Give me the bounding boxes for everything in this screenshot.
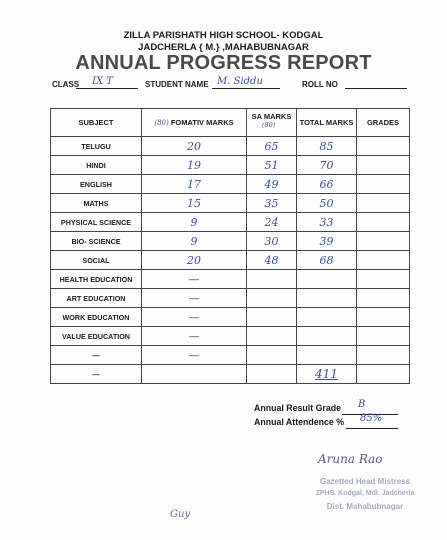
sa-cell	[247, 289, 297, 308]
headmistress-signature: Aruna Rao	[318, 452, 383, 466]
formative-cell: 19	[142, 156, 247, 175]
formative-cell: —	[142, 327, 247, 346]
stamp-line-school: ZPHS. Kodgal, Mdl. Jadcherla	[315, 490, 415, 497]
grade-cell	[357, 346, 410, 365]
sa-cell	[247, 346, 297, 365]
table-header-row	[51, 109, 410, 137]
subject-cell: PHYSICAL SCIENCE	[51, 213, 142, 232]
attendance-label: Annual Attendence %	[254, 417, 345, 427]
class-underline	[76, 88, 138, 89]
subject-cell: ENGLISH	[51, 175, 142, 194]
table-row	[51, 346, 410, 365]
sa-cell: 49	[247, 175, 297, 194]
formative-cell: 15	[142, 194, 247, 213]
formative-cell: 20	[142, 137, 247, 156]
roll-no-underline	[345, 88, 407, 89]
formative-header-label: FOMATIV MARKS	[170, 118, 234, 127]
formative-cell: 17	[142, 175, 247, 194]
formative-cell: —	[142, 289, 247, 308]
subject-cell: ART EDUCATION	[51, 289, 142, 308]
sa-cell: 30	[247, 232, 297, 251]
sa-cell	[247, 308, 297, 327]
sa-cell	[247, 365, 297, 384]
grade-cell	[357, 175, 410, 194]
grade-cell	[357, 365, 410, 384]
total-cell: 50	[297, 194, 357, 213]
class-label: CLASS	[52, 80, 80, 89]
sa-max-marks: (80)	[262, 121, 276, 129]
sa-cell: 35	[247, 194, 297, 213]
grand-total-cell: 411	[297, 365, 357, 384]
table-row	[51, 156, 410, 175]
school-address: JADCHERLA { M.} ,MAHABUBNAGAR	[138, 42, 309, 53]
school-name: ZILLA PARISHATH HIGH SCHOOL- KODGAL	[123, 30, 324, 41]
formative-cell: —	[142, 346, 247, 365]
formative-max-marks: (80)	[154, 119, 169, 127]
subject-cell: BIO- SCIENCE	[51, 232, 142, 251]
result-grade-label: Annual Result Grade	[254, 403, 342, 413]
total-cell: 33	[297, 213, 357, 232]
sa-cell: 48	[247, 251, 297, 270]
result-grade-value: B	[358, 399, 366, 410]
grade-cell	[357, 194, 410, 213]
total-cell: 68	[297, 251, 357, 270]
stamp-line-district: Dist. Mahabubnagar	[326, 502, 404, 511]
student-name-value: M. Siddu	[217, 76, 263, 87]
total-cell	[297, 346, 357, 365]
formative-cell: —	[142, 270, 247, 289]
sa-cell: 24	[247, 213, 297, 232]
grade-cell	[357, 213, 410, 232]
roll-no-label: ROLL NO	[302, 80, 338, 89]
formative-cell: 9	[142, 232, 247, 251]
grades-header: GRADES	[357, 109, 410, 137]
subject-cell: SOCIAL	[51, 251, 142, 270]
table-row	[51, 365, 410, 384]
table-row	[51, 137, 410, 156]
formative-header	[142, 109, 247, 137]
formative-cell: —	[142, 308, 247, 327]
grade-cell	[357, 251, 410, 270]
table-row	[51, 327, 410, 346]
subject-cell: WORK EDUCATION	[51, 308, 142, 327]
sa-cell	[247, 270, 297, 289]
grade-cell	[357, 308, 410, 327]
attendance-value: 85%	[360, 413, 383, 424]
table-row	[51, 270, 410, 289]
subject-cell: —	[51, 346, 142, 365]
formative-cell: 20	[142, 251, 247, 270]
student-name-underline	[212, 88, 280, 89]
table-row	[51, 213, 410, 232]
grade-cell	[357, 327, 410, 346]
sa-cell	[247, 327, 297, 346]
total-cell: 39	[297, 232, 357, 251]
subject-cell: —	[51, 365, 142, 384]
grade-cell	[357, 156, 410, 175]
table-row	[51, 232, 410, 251]
total-header: TOTAL MARKS	[297, 109, 357, 137]
sa-cell: 65	[247, 137, 297, 156]
sa-header: SA MARKS	[247, 109, 297, 137]
table-row	[51, 175, 410, 194]
grade-cell	[357, 270, 410, 289]
table-row	[51, 194, 410, 213]
marks-table	[50, 108, 410, 384]
grade-cell	[357, 289, 410, 308]
formative-cell: 9	[142, 213, 247, 232]
subject-header: SUBJECT	[51, 109, 142, 137]
subject-cell: MATHS	[51, 194, 142, 213]
student-name-label: STUDENT NAME	[145, 80, 209, 89]
subject-cell: HEALTH EDUCATION	[51, 270, 142, 289]
total-cell: 70	[297, 156, 357, 175]
table-row	[51, 289, 410, 308]
report-title: ANNUAL PROGRESS REPORT	[75, 52, 372, 74]
subject-cell: TELUGU	[51, 137, 142, 156]
table-row	[51, 251, 410, 270]
total-cell	[297, 289, 357, 308]
total-cell: 85	[297, 137, 357, 156]
total-cell	[297, 308, 357, 327]
grade-cell	[357, 232, 410, 251]
formative-cell	[142, 365, 247, 384]
total-cell	[297, 327, 357, 346]
table-row	[51, 308, 410, 327]
subject-cell: HINDI	[51, 156, 142, 175]
attendance-underline	[346, 428, 398, 429]
sa-cell: 51	[247, 156, 297, 175]
stamp-line-title: Gazetted Head Mistress	[319, 477, 411, 486]
verifier-initials: Guy	[170, 509, 191, 520]
class-value: IX T	[92, 76, 113, 87]
total-cell	[297, 270, 357, 289]
total-cell: 66	[297, 175, 357, 194]
subject-cell: VALUE EDUCATION	[51, 327, 142, 346]
grade-cell	[357, 137, 410, 156]
